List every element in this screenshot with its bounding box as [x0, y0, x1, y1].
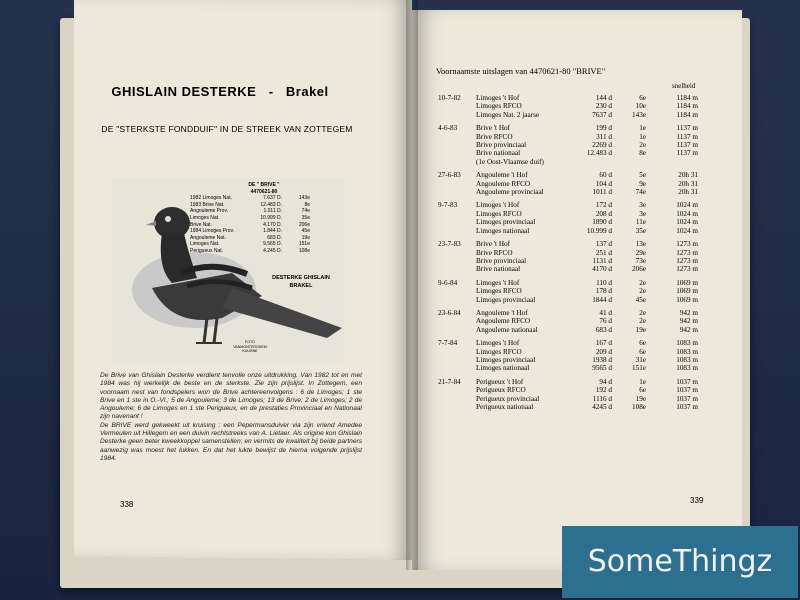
results-cell: 2e [639, 308, 646, 317]
results-cell: Angouleme RFCO [476, 179, 531, 188]
results-row [438, 94, 738, 102]
results-cell: 104 d [595, 179, 612, 188]
results-row [438, 348, 738, 356]
record-cell: Brive Nat. [190, 221, 212, 228]
results-cell: Limoges 't Hof [476, 94, 520, 102]
results-cell: Limoges RFCO [476, 102, 522, 111]
results-row [438, 124, 738, 132]
results-cell: Limoges 't Hof [476, 278, 520, 287]
results-row [438, 218, 738, 226]
results-cell: 6e [639, 339, 646, 348]
record-row [190, 215, 338, 222]
results-cell: 10e [635, 102, 646, 111]
record-cell: 9.565 D. [263, 241, 282, 248]
results-row [438, 133, 738, 141]
article-text [100, 372, 362, 463]
results-cell: 7637 d [592, 110, 612, 119]
results-cell: 29e [635, 248, 646, 257]
pedigree-record [190, 182, 338, 255]
results-cell: 1024 m [676, 226, 698, 235]
results-cell: 74e [635, 188, 646, 197]
pigeon-photo [112, 178, 344, 363]
results-row [438, 240, 738, 248]
results-cell: 1069 m [676, 287, 698, 296]
results-cell: Angouleme provinciaal [476, 188, 544, 197]
results-cell: 172 d [595, 201, 612, 210]
results-cell: 251 d [595, 248, 612, 257]
results-cell: 1083 m [676, 339, 698, 348]
results-cell: Limoges 't Hof [476, 339, 520, 348]
results-row [438, 395, 738, 403]
race-date [438, 356, 476, 364]
results-row [438, 188, 738, 196]
results-cell: Limoges nationaal [476, 226, 530, 235]
race-date [438, 102, 476, 110]
results-cell: 3e [639, 209, 646, 218]
results-cell: 6e [639, 94, 646, 102]
results-cell: 41 d [599, 308, 612, 317]
record-cell: 206e [298, 221, 310, 228]
record-cell: Limoges Nat. [190, 241, 220, 248]
record-cell: 1.844 D. [263, 228, 282, 235]
results-block [438, 201, 738, 235]
results-cell: Brive nationaal [476, 149, 521, 158]
page-number-right: 339 [690, 496, 704, 505]
record-cell: 10.999 D. [260, 214, 282, 221]
results-cell: 1137 m [676, 149, 698, 158]
results-cell: 143e [632, 110, 646, 119]
results-cell: Limoges RFCO [476, 209, 522, 218]
results-cell: 94 d [599, 377, 612, 386]
results-cell: 1083 m [676, 364, 698, 373]
results-cell: 2e [639, 278, 646, 287]
race-date [438, 287, 476, 295]
results-cell: Brive nationaal [476, 265, 521, 274]
record-cell: Perigueux Nat. [190, 247, 224, 254]
results-cell: Limoges provinciaal [476, 355, 536, 364]
record-cell: 683 D. [267, 234, 282, 241]
record-cell: 7.637 D. [263, 195, 282, 202]
record-cell: 74e [301, 208, 310, 215]
race-date [438, 364, 476, 372]
results-cell: Limoges RFCO [476, 287, 522, 296]
results-cell: 144 d [595, 94, 612, 102]
record-row [190, 195, 338, 202]
results-block [438, 339, 738, 373]
results-cell: 11e [635, 218, 646, 227]
record-cell: 1.011 D. [263, 208, 282, 215]
results-cell: 1137 m [676, 141, 698, 150]
race-date: 7-7-84 [438, 339, 458, 348]
results-cell: 151e [632, 364, 646, 373]
results-row [438, 386, 738, 394]
results-row [438, 403, 738, 411]
results-cell: Brive RFCO [476, 248, 513, 257]
race-date [438, 403, 476, 411]
results-cell: Limoges nationaal [476, 364, 530, 373]
results-cell: 1069 m [676, 278, 698, 287]
results-cell: 2e [639, 287, 646, 296]
results-cell: 4245 d [592, 403, 612, 411]
race-date: 21-7-84 [438, 377, 461, 386]
results-cell: 1137 m [676, 132, 698, 141]
results-cell: 110 d [596, 278, 612, 287]
record-cell: Angouleme Nat. [190, 234, 226, 241]
results-cell: 8e [639, 149, 646, 158]
record-cell: 108e [298, 247, 310, 254]
results-cell: 683 d [595, 325, 612, 334]
race-date [438, 158, 476, 166]
results-row [438, 210, 738, 218]
results-cell: 1184 m [676, 94, 698, 102]
race-date [438, 257, 476, 265]
results-cell: 1137 m [676, 124, 698, 133]
results-cell: 1273 m [676, 265, 698, 274]
results-row [438, 102, 738, 110]
results-cell: 192 d [595, 386, 612, 395]
race-date [438, 249, 476, 257]
results-cell: 1273 m [676, 256, 698, 265]
record-cell: 1982 Limoges Nat. [190, 195, 232, 202]
race-date: 27-6-83 [438, 171, 461, 180]
record-cell: 151e [298, 241, 310, 248]
results-cell: 209 d [595, 347, 612, 356]
results-row [438, 141, 738, 149]
results-cell: Limoges 't Hof [476, 201, 520, 210]
results-cell: 942 m [679, 317, 698, 326]
race-date [438, 296, 476, 304]
results-row [438, 171, 738, 179]
race-date: 23-6-84 [438, 308, 461, 317]
record-row [190, 228, 338, 235]
results-cell: Angouleme 't Hof [476, 308, 528, 317]
owner-name: DESTERKE GHISLAIN [272, 275, 330, 281]
results-cell: 1131 d [592, 256, 612, 265]
results-row [438, 279, 738, 287]
results-row [438, 111, 738, 119]
results-cell: 1024 m [676, 218, 698, 227]
record-cell: 4.170 D. [263, 221, 282, 228]
race-date [438, 149, 476, 157]
watermark-logo: SomeThingz [562, 526, 798, 598]
record-cell: 8e [304, 201, 310, 208]
results-cell: 20h 31 [678, 188, 698, 197]
results-cell: Perigueux provinciaal [476, 394, 540, 403]
results-cell: 942 m [679, 308, 698, 317]
record-row [190, 208, 338, 215]
results-cell: 6e [639, 347, 646, 356]
results-cell: 19e [635, 325, 646, 334]
results-cell: Perigueux RFCO [476, 386, 526, 395]
results-cell: 1083 m [676, 355, 698, 364]
results-cell: 10.999 d [586, 226, 612, 235]
results-block [438, 171, 738, 196]
results-cell: 1116 d [592, 394, 612, 403]
paragraph: De Brive van Ghislain Desterke verdient tenvolle onze uitdrukking. Van 1982 tot en met 1984 was hij werkelijk de beste en de sterkste. Zie zijn prijslijst. In Zottegem, een voornaam nest van fondspelers won de Brive achtereenvolgens : 6 de Limoges; 1 ste Brive en 1 ste in O.-Vl.; 5 de Angouleme; 3 de Limoges; 13 de Brive; 2 de Limoges; 2 de Angouleme; 6 de Limoges en 1 ste Perigueux, en de prestaties Provinciaal en Nationaal zijn navenant ! [100, 372, 362, 421]
results-cell: Angouleme 't Hof [476, 171, 528, 180]
results-row [438, 356, 738, 364]
results-row [438, 364, 738, 372]
results-cell: 1e [639, 377, 646, 386]
record-row [190, 241, 338, 248]
race-date [438, 111, 476, 119]
results-cell: 1273 m [676, 248, 698, 257]
record-cell: 45e [301, 228, 310, 235]
results-cell: 9565 d [592, 364, 612, 373]
heading-name: GHISLAIN DESTERKE [111, 84, 257, 99]
record-row [190, 248, 338, 255]
results-cell: 178 d [595, 287, 612, 296]
results-cell: 1e [639, 132, 646, 141]
record-row [190, 235, 338, 242]
race-date: 4-6-83 [438, 124, 458, 133]
results-cell: Brive provinciaal [476, 141, 527, 150]
record-title: DE " BRIVE " [248, 182, 280, 188]
race-date [438, 227, 476, 235]
results-cell: (1e Oost-Vlaamse duif) [476, 157, 544, 166]
results-row [438, 309, 738, 317]
results-cell: Brive 't Hof [476, 124, 511, 133]
results-cell: 1037 m [676, 403, 698, 411]
photo-credit-line: FOTO VANMONTERGHEM [233, 340, 267, 349]
results-cell: 1273 m [676, 240, 698, 249]
results-title: Voornaamste uitslagen van 4470621-80 "BRIVE" [436, 66, 606, 76]
race-date: 9-7-83 [438, 201, 458, 210]
results-cell: Angouleme nationaal [476, 325, 538, 334]
race-date [438, 218, 476, 226]
results-cell: 206e [632, 265, 646, 274]
results-cell: 1184 m [676, 102, 698, 111]
results-row [438, 339, 738, 347]
race-date [438, 210, 476, 218]
results-cell: 3e [639, 201, 646, 210]
results-cell: 1e [639, 124, 646, 133]
results-row [438, 287, 738, 295]
results-cell: 4170 d [592, 265, 612, 274]
results-cell: 1024 m [676, 201, 698, 210]
results-block [438, 94, 738, 119]
heading-place: Brakel [285, 84, 329, 99]
results-cell: 9e [639, 179, 646, 188]
photo-credit [230, 340, 270, 354]
results-table [438, 94, 738, 416]
results-cell: 13e [635, 240, 646, 249]
record-cell: 35e [301, 214, 310, 221]
photo-credit-line: KUURNE [242, 349, 258, 353]
results-cell: 20h 31 [678, 179, 698, 188]
results-cell: 2e [639, 141, 646, 150]
page-subheading: DE "STERKSTE FONDDUIF" IN DE STREEK VAN ZOTTEGEM [101, 124, 353, 134]
results-block [438, 309, 738, 334]
heading-dash: - [268, 84, 274, 99]
results-cell: 1037 m [676, 386, 698, 395]
race-date [438, 188, 476, 196]
results-cell: 60 d [599, 171, 612, 180]
results-cell: Brive provinciaal [476, 256, 527, 265]
results-cell: 1037 m [676, 377, 698, 386]
owner-place: BRAKEL [289, 283, 313, 289]
results-cell: Limoges Nat. 2 jaarse [476, 110, 540, 119]
record-cell: 143e [298, 195, 310, 202]
results-cell: 20h 31 [678, 171, 698, 180]
results-row [438, 378, 738, 386]
results-row [438, 227, 738, 235]
results-row [438, 326, 738, 334]
race-date [438, 317, 476, 325]
results-cell: 1844 d [592, 295, 612, 304]
results-row [438, 265, 738, 273]
race-date: 10-7-82 [438, 94, 461, 102]
results-cell: 1890 d [592, 218, 612, 227]
race-date [438, 386, 476, 394]
race-date [438, 133, 476, 141]
results-cell [646, 158, 698, 166]
results-cell: Brive RFCO [476, 132, 513, 141]
results-row [438, 180, 738, 188]
results-row [438, 249, 738, 257]
results-cell: 19e [635, 394, 646, 403]
results-cell: 108e [632, 403, 646, 411]
results-cell: 942 m [679, 325, 698, 334]
record-cell: Angouleme Prov. [190, 208, 228, 215]
owner-caption [260, 274, 342, 290]
results-block [438, 124, 738, 166]
results-cell: Perigueux nationaal [476, 403, 534, 411]
results-cell: 167 d [595, 339, 612, 348]
results-row [438, 149, 738, 157]
results-cell: Limoges provinciaal [476, 218, 536, 227]
results-row [438, 317, 738, 325]
page-number-left: 338 [120, 500, 134, 509]
results-cell: 1037 m [676, 394, 698, 403]
book-spine [406, 0, 418, 570]
record-number: 4470621-80 [250, 188, 278, 195]
results-cell [612, 158, 646, 166]
results-row [438, 158, 738, 166]
record-cell: 1983 Brive Nat. [190, 201, 225, 208]
results-block [438, 378, 738, 412]
results-cell: Brive 't Hof [476, 240, 511, 249]
record-cell: 12.483 D. [260, 201, 282, 208]
results-cell: 311 d [596, 132, 612, 141]
results-cell: 6e [639, 386, 646, 395]
race-date [438, 348, 476, 356]
results-cell: Angouleme RFCO [476, 317, 531, 326]
results-cell [574, 158, 612, 166]
results-cell: 31e [635, 355, 646, 364]
results-cell: 1024 m [676, 209, 698, 218]
results-cell: 1069 m [676, 295, 698, 304]
race-date: 23-7-83 [438, 240, 461, 249]
results-row [438, 296, 738, 304]
race-date [438, 326, 476, 334]
results-cell: 2269 d [592, 141, 612, 150]
results-cell: 208 d [595, 209, 612, 218]
results-cell: 35e [635, 226, 646, 235]
results-cell: 5e [639, 171, 646, 180]
race-date [438, 395, 476, 403]
results-cell: 1011 d [592, 188, 612, 197]
paragraph: De BRIVE werd gekweekt uit kruising : een Pepermansduiver via zijn vriend Amedee Vermeulen uit Hillegem en een duivin rechtstreeks van A. Lietaer. Als origine kon Ghislain Desterke geen beter kweekkoppel samenstellen; en vermits de kwaliteit bij beide partners aanwezig was moest het lukken. En dat het lukte bewijst de hierna volgende prijslijst 1984. [100, 421, 362, 462]
record-cell: 19e [301, 234, 310, 241]
results-cell: 12.483 d [586, 149, 612, 158]
results-cell: 137 d [595, 240, 612, 249]
page-heading [100, 84, 340, 99]
results-cell: 73e [635, 256, 646, 265]
record-cell: Limoges Nat. [190, 214, 220, 221]
race-date [438, 141, 476, 149]
results-cell: Limoges provinciaal [476, 295, 536, 304]
results-cell: 2e [639, 317, 646, 326]
results-cell: 230 d [595, 102, 612, 111]
record-cell: 1984 Limoges Prov. [190, 228, 235, 235]
results-cell: 1184 m [676, 110, 698, 119]
race-date [438, 265, 476, 273]
race-date [438, 180, 476, 188]
record-rows [190, 195, 338, 254]
results-row [438, 201, 738, 209]
speed-header: snelheid [672, 82, 696, 90]
record-cell: 4.245 D. [263, 247, 282, 254]
results-cell: 199 d [595, 124, 612, 133]
results-block [438, 279, 738, 304]
results-cell: 76 d [599, 317, 612, 326]
results-row [438, 257, 738, 265]
race-date: 9-6-84 [438, 278, 458, 287]
record-row [190, 202, 338, 209]
results-block [438, 240, 738, 274]
results-cell: 1938 d [592, 355, 612, 364]
results-cell: Limoges RFCO [476, 347, 522, 356]
results-cell: Perigueux 't Hof [476, 377, 524, 386]
record-row [190, 222, 338, 229]
results-cell: 45e [635, 295, 646, 304]
results-cell: 1083 m [676, 347, 698, 356]
